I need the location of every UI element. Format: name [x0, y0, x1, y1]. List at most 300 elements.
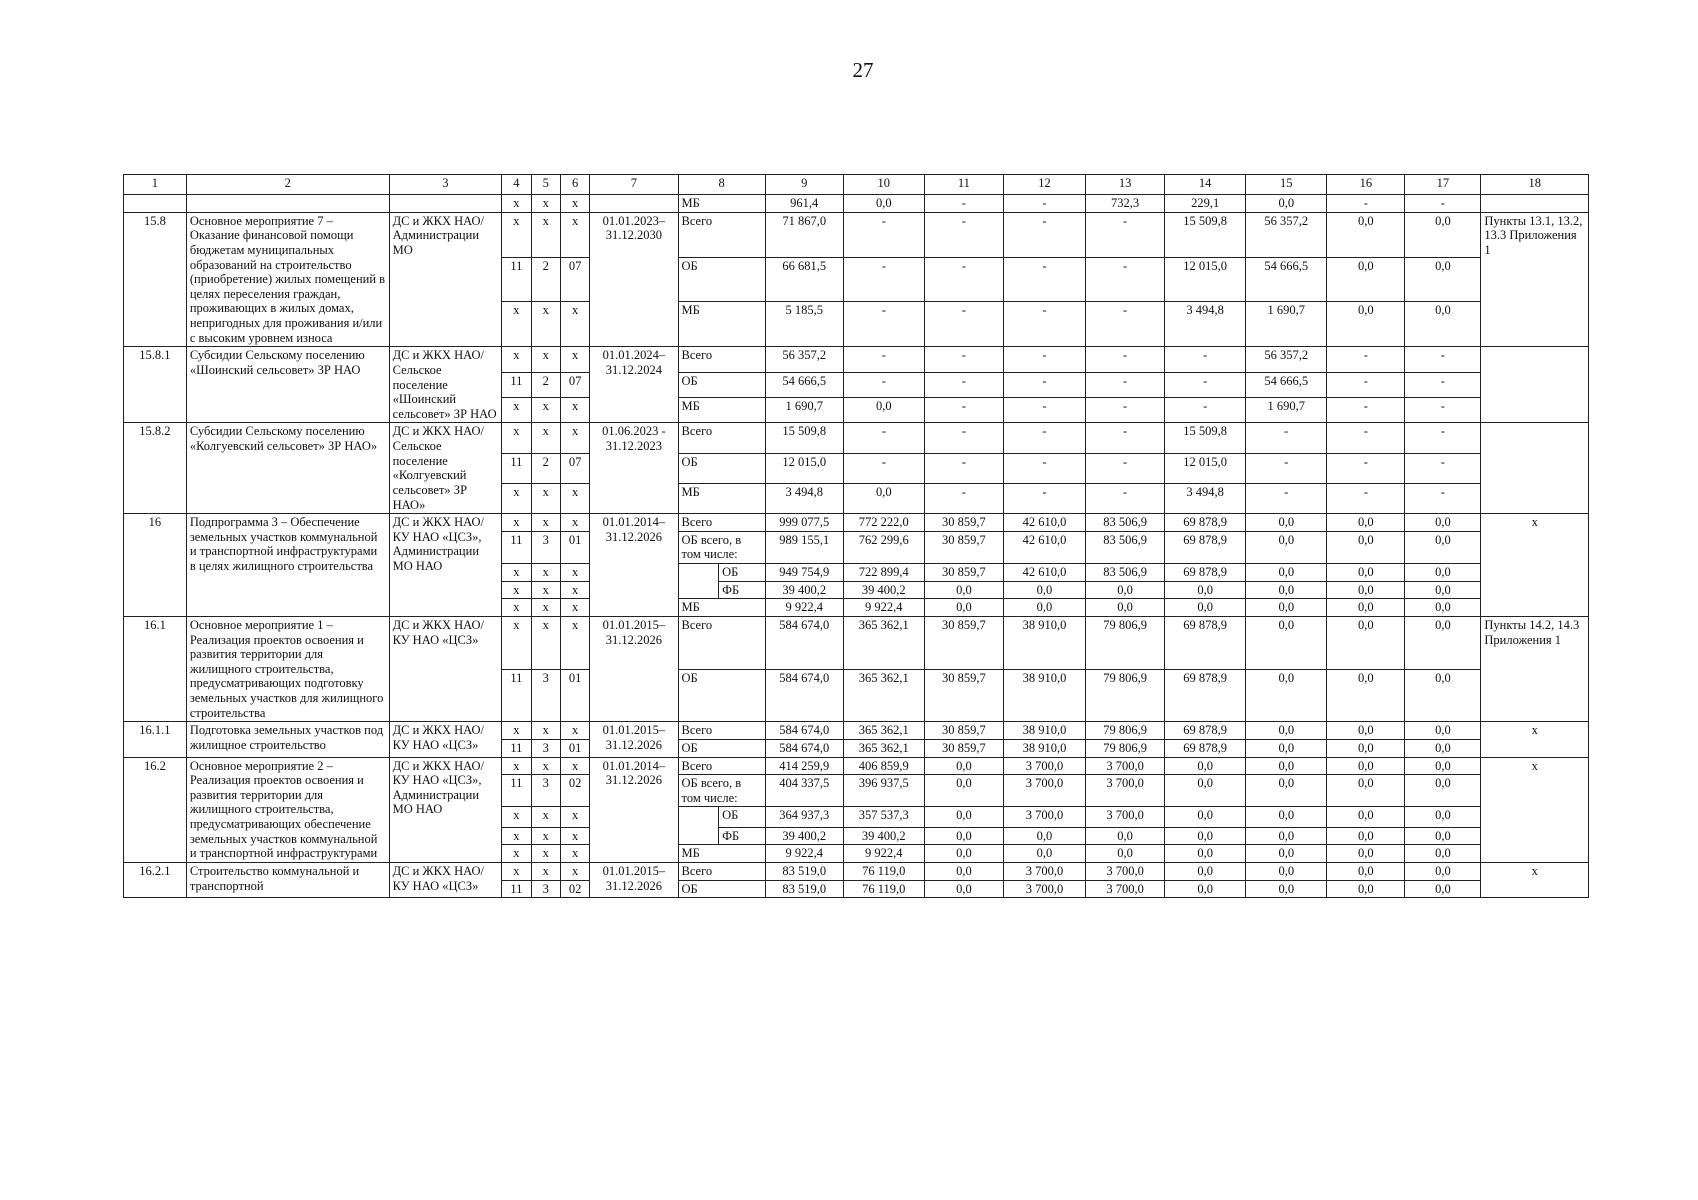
table-cell: x	[502, 581, 531, 599]
table-cell: -	[1086, 453, 1165, 483]
table-cell: Всего	[678, 423, 765, 453]
table-cell: 9 922,4	[765, 599, 843, 617]
table-cell: 15 509,8	[765, 423, 843, 453]
column-header: 2	[186, 175, 389, 195]
table-cell: 12 015,0	[1165, 257, 1246, 302]
table-cell: x	[531, 483, 560, 513]
table-cell: 999 077,5	[765, 514, 843, 532]
table-cell: 0,0	[1405, 739, 1481, 757]
table-cell: 15 509,8	[1165, 212, 1246, 257]
table-cell: 365 362,1	[843, 739, 924, 757]
table-cell: -	[924, 257, 1003, 302]
table-cell: Подготовка земельных участков под жилищное строительство	[186, 722, 389, 757]
table-cell: 772 222,0	[843, 514, 924, 532]
table-cell: 71 867,0	[765, 212, 843, 257]
table-cell: 38 910,0	[1003, 616, 1085, 669]
table-cell: x	[531, 195, 560, 213]
table-cell: 0,0	[924, 757, 1003, 775]
table-cell: x	[560, 514, 589, 532]
column-header: 10	[843, 175, 924, 195]
table-cell: 961,4	[765, 195, 843, 213]
table-cell: 365 362,1	[843, 616, 924, 669]
table-cell: 01.01.2014– 31.12.2026	[590, 514, 678, 617]
table-cell: 0,0	[924, 880, 1003, 898]
table-cell: -	[1246, 423, 1327, 453]
table-cell: -	[843, 347, 924, 372]
table-cell: МБ	[678, 483, 765, 513]
table-cell: 0,0	[1405, 531, 1481, 563]
table-cell: x	[531, 599, 560, 617]
table-cell: -	[1405, 195, 1481, 213]
table-cell: -	[843, 257, 924, 302]
table-cell: x	[502, 423, 531, 453]
table-cell: -	[924, 195, 1003, 213]
column-header: 5	[531, 175, 560, 195]
table-cell: x	[502, 599, 531, 617]
table-cell: 79 806,9	[1086, 616, 1165, 669]
page-number: 27	[852, 58, 874, 82]
table-cell: x	[560, 845, 589, 863]
table-cell: x	[560, 564, 589, 582]
table-cell: x	[502, 757, 531, 775]
table-cell: 0,0	[1327, 845, 1405, 863]
table-cell: x	[502, 827, 531, 845]
table-cell: -	[924, 372, 1003, 397]
table-cell: x	[531, 757, 560, 775]
table-cell: 0,0	[1165, 599, 1246, 617]
table-cell: 15 509,8	[1165, 423, 1246, 453]
table-cell: 0,0	[924, 807, 1003, 827]
table-cell: МБ	[678, 302, 765, 347]
header-row	[124, 175, 1589, 195]
table-cell	[389, 195, 502, 213]
table-cell: 01.01.2014– 31.12.2026	[590, 757, 678, 862]
table-cell: -	[1003, 423, 1085, 453]
table-cell: 0,0	[924, 862, 1003, 880]
table-cell: x	[531, 827, 560, 845]
table-cell: Пункты 14.2, 14.3 Приложения 1	[1481, 616, 1589, 721]
table-cell: x	[560, 423, 589, 453]
table-cell: 1 690,7	[1246, 302, 1327, 347]
table-cell: -	[1003, 195, 1085, 213]
table-cell: -	[1086, 398, 1165, 423]
table-cell: 0,0	[1246, 739, 1327, 757]
table-row	[124, 195, 1589, 213]
budget-table	[123, 174, 1589, 898]
table-row	[124, 616, 1589, 669]
table-cell: x	[560, 302, 589, 347]
table-cell: 0,0	[1327, 581, 1405, 599]
table-cell: 3 700,0	[1003, 807, 1085, 827]
table-cell: 15.8.2	[124, 423, 187, 514]
table-cell: x	[531, 722, 560, 740]
table-cell: 1 690,7	[1246, 398, 1327, 423]
table-cell: -	[843, 453, 924, 483]
table-cell: 0,0	[1246, 880, 1327, 898]
table-cell: 3	[531, 775, 560, 807]
table-row	[124, 722, 1589, 740]
table-cell: 11	[502, 669, 531, 722]
table-cell: 404 337,5	[765, 775, 843, 807]
table-cell: x	[502, 862, 531, 880]
column-header: 18	[1481, 175, 1589, 195]
table-cell: 69 878,9	[1165, 616, 1246, 669]
table-cell: 83 506,9	[1086, 564, 1165, 582]
table-cell: ОБ	[678, 669, 765, 722]
table-cell: x	[560, 616, 589, 669]
table-cell: x	[560, 862, 589, 880]
table-cell: Всего	[678, 722, 765, 740]
table-cell: 83 506,9	[1086, 531, 1165, 563]
table-cell: 3 700,0	[1086, 807, 1165, 827]
table-cell: -	[1086, 423, 1165, 453]
table-cell: 0,0	[1246, 616, 1327, 669]
table-cell: 0,0	[1327, 880, 1405, 898]
table-cell: 584 674,0	[765, 739, 843, 757]
table-cell: -	[1405, 483, 1481, 513]
table-cell: x	[531, 514, 560, 532]
table-cell: 357 537,3	[843, 807, 924, 827]
table-cell: -	[924, 347, 1003, 372]
table-cell: x	[560, 195, 589, 213]
table-cell: 0,0	[1405, 880, 1481, 898]
table-cell: 01.01.2023– 31.12.2030	[590, 212, 678, 347]
table-cell: -	[1405, 453, 1481, 483]
table-cell: -	[1165, 372, 1246, 397]
table-cell: x	[502, 347, 531, 372]
table-row	[124, 423, 1589, 453]
table-cell: 2	[531, 372, 560, 397]
table-cell	[1481, 347, 1589, 423]
table-cell: 3 700,0	[1086, 880, 1165, 898]
table-cell: Подпрограмма 3 – Обеспечение земельных участков коммунальной и транспортной инфраструктурами в целях жилищного строительства	[186, 514, 389, 617]
table-cell: МБ	[678, 845, 765, 863]
column-header: 1	[124, 175, 187, 195]
table-cell: 0,0	[924, 827, 1003, 845]
table-cell: 0,0	[1086, 845, 1165, 863]
table-cell: МБ	[678, 398, 765, 423]
table-cell: x	[560, 581, 589, 599]
table-cell: 762 299,6	[843, 531, 924, 563]
table-cell: 0,0	[1327, 514, 1405, 532]
table-cell: 54 666,5	[1246, 372, 1327, 397]
table-cell: 79 806,9	[1086, 722, 1165, 740]
table-cell: 0,0	[1327, 531, 1405, 563]
table-cell: 229,1	[1165, 195, 1246, 213]
table-cell: 42 610,0	[1003, 514, 1085, 532]
table-cell: -	[924, 423, 1003, 453]
table-cell: 0,0	[1405, 845, 1481, 863]
table-cell: -	[1165, 398, 1246, 423]
table-cell: x	[502, 195, 531, 213]
table-cell: 0,0	[1405, 212, 1481, 257]
table-cell: x	[502, 514, 531, 532]
table-cell: 584 674,0	[765, 669, 843, 722]
table-cell: 0,0	[1003, 581, 1085, 599]
table-cell: 76 119,0	[843, 862, 924, 880]
table-cell: 69 878,9	[1165, 531, 1246, 563]
table-cell: Всего	[678, 616, 765, 669]
table-cell: 69 878,9	[1165, 564, 1246, 582]
table-cell: Субсидии Сельскому поселению «Колгуевский сельсовет» ЗР НАО»	[186, 423, 389, 514]
table-cell: -	[1165, 347, 1246, 372]
table-cell: 364 937,3	[765, 807, 843, 827]
table-cell: x	[502, 398, 531, 423]
table-cell: Всего	[678, 862, 765, 880]
table-cell: 0,0	[1405, 257, 1481, 302]
table-cell: 11	[502, 775, 531, 807]
table-cell: 0,0	[1165, 827, 1246, 845]
column-header: 17	[1405, 175, 1481, 195]
table-cell: 0,0	[1246, 599, 1327, 617]
column-header: 8	[678, 175, 765, 195]
table-cell: 0,0	[1327, 257, 1405, 302]
table-cell: -	[924, 398, 1003, 423]
table-cell: x	[531, 581, 560, 599]
table-cell: -	[1327, 372, 1405, 397]
table-cell: 39 400,2	[765, 827, 843, 845]
table-cell	[1481, 423, 1589, 514]
table-cell: 30 859,7	[924, 739, 1003, 757]
table-cell: 9 922,4	[843, 599, 924, 617]
table-cell: ОБ	[678, 453, 765, 483]
table-cell: 16.2	[124, 757, 187, 862]
column-header: 12	[1003, 175, 1085, 195]
table-cell: 3	[531, 739, 560, 757]
table-cell: x	[560, 212, 589, 257]
table-cell: -	[1086, 483, 1165, 513]
table-cell: 02	[560, 880, 589, 898]
table-cell: 0,0	[1327, 564, 1405, 582]
table-cell: 0,0	[1246, 757, 1327, 775]
table-cell: -	[1086, 212, 1165, 257]
table-cell: 39 400,2	[843, 827, 924, 845]
table-cell: 0,0	[1246, 775, 1327, 807]
table-cell: ДС и ЖКХ НАО/ КУ НАО «ЦСЗ»	[389, 722, 502, 757]
table-cell: 12 015,0	[1165, 453, 1246, 483]
table-cell: 0,0	[1327, 807, 1405, 827]
table-cell: 0,0	[1405, 564, 1481, 582]
table-cell: ОБ всего, в том числе:	[678, 775, 765, 807]
table-cell: 0,0	[1327, 669, 1405, 722]
table-cell: ДС и ЖКХ НАО/ КУ НАО «ЦСЗ», Администрации МО НАО	[389, 757, 502, 862]
table-cell: x	[560, 398, 589, 423]
table-cell: 3 700,0	[1003, 880, 1085, 898]
table-cell: 0,0	[1405, 581, 1481, 599]
table-cell: x	[560, 722, 589, 740]
table-cell: 16.1.1	[124, 722, 187, 757]
table-cell: x	[1481, 757, 1589, 862]
table-cell: x	[1481, 514, 1589, 617]
table-cell: 0,0	[1165, 775, 1246, 807]
table-cell: -	[1003, 398, 1085, 423]
table-cell: -	[1327, 453, 1405, 483]
table-cell: -	[924, 453, 1003, 483]
table-cell: 3 700,0	[1003, 757, 1085, 775]
table-cell: 0,0	[1246, 514, 1327, 532]
table-cell: 0,0	[1327, 775, 1405, 807]
table-cell: 0,0	[1165, 807, 1246, 827]
table-cell: 69 878,9	[1165, 669, 1246, 722]
table-cell: -	[1246, 453, 1327, 483]
table-cell: x	[502, 212, 531, 257]
table-cell: -	[1086, 257, 1165, 302]
table-row	[124, 347, 1589, 372]
table-cell: 0,0	[1003, 599, 1085, 617]
table-cell: 83 519,0	[765, 880, 843, 898]
table-cell: 30 859,7	[924, 669, 1003, 722]
table-cell: 2	[531, 257, 560, 302]
table-cell: Всего	[678, 212, 765, 257]
table-cell: 56 357,2	[765, 347, 843, 372]
table-cell: 3 700,0	[1003, 775, 1085, 807]
table-cell: 69 878,9	[1165, 739, 1246, 757]
table-cell: Всего	[678, 514, 765, 532]
table-cell: x	[531, 807, 560, 827]
table-row	[124, 862, 1589, 880]
column-header: 7	[590, 175, 678, 195]
table-cell: 0,0	[1327, 827, 1405, 845]
table-cell: 15.8.1	[124, 347, 187, 423]
table-cell: 83 519,0	[765, 862, 843, 880]
table-cell: x	[502, 564, 531, 582]
table-cell: ОБ	[719, 564, 766, 582]
table-cell: ДС и ЖКХ НАО/ КУ НАО «ЦСЗ»	[389, 862, 502, 897]
table-cell: ДС и ЖКХ НАО/ Сельское поселение «Колгуевский сельсовет» ЗР НАО»	[389, 423, 502, 514]
table-cell: -	[1327, 423, 1405, 453]
table-cell: x	[502, 807, 531, 827]
table-cell: 11	[502, 453, 531, 483]
table-cell: Всего	[678, 347, 765, 372]
table-cell: -	[1405, 347, 1481, 372]
table-cell: 0,0	[1086, 581, 1165, 599]
table-cell: -	[924, 302, 1003, 347]
table-cell: Всего	[678, 757, 765, 775]
table-cell: 16	[124, 514, 187, 617]
column-header: 11	[924, 175, 1003, 195]
table-cell: x	[560, 757, 589, 775]
table-cell: ФБ	[719, 827, 766, 845]
table-cell: x	[531, 845, 560, 863]
table-cell: 722 899,4	[843, 564, 924, 582]
table-cell: ДС и ЖКХ НАО/ КУ НАО «ЦСЗ», Администрации МО НАО	[389, 514, 502, 617]
table-cell: 2	[531, 453, 560, 483]
table-cell: x	[502, 722, 531, 740]
table-cell: 0,0	[1405, 757, 1481, 775]
table-cell: -	[843, 423, 924, 453]
table-cell: -	[1003, 372, 1085, 397]
table-cell: 39 400,2	[843, 581, 924, 599]
table-cell: Строительство коммунальной и транспортной	[186, 862, 389, 897]
table-cell: 42 610,0	[1003, 531, 1085, 563]
table-cell: -	[1327, 347, 1405, 372]
table-cell: ОБ	[678, 372, 765, 397]
table-cell: -	[1327, 483, 1405, 513]
table-cell	[124, 195, 187, 213]
table-cell: 11	[502, 531, 531, 563]
table-row	[124, 212, 1589, 257]
table-cell: 30 859,7	[924, 564, 1003, 582]
table-cell: -	[843, 212, 924, 257]
table-cell: 56 357,2	[1246, 347, 1327, 372]
table-cell: 01.01.2015– 31.12.2026	[590, 862, 678, 897]
table-cell: x	[531, 423, 560, 453]
table-cell: 0,0	[1327, 757, 1405, 775]
table-cell: x	[502, 483, 531, 513]
table-cell: x	[531, 347, 560, 372]
table-cell: x	[531, 398, 560, 423]
table-cell: 3	[531, 669, 560, 722]
column-header: 13	[1086, 175, 1165, 195]
table-cell: -	[1003, 483, 1085, 513]
table-cell: 3 700,0	[1086, 775, 1165, 807]
table-cell: 11	[502, 372, 531, 397]
table-cell: 39 400,2	[765, 581, 843, 599]
table-cell: 0,0	[1246, 564, 1327, 582]
table-cell: 0,0	[1246, 531, 1327, 563]
table-cell: -	[1086, 347, 1165, 372]
table-cell: -	[1086, 302, 1165, 347]
table-cell: 69 878,9	[1165, 722, 1246, 740]
table-cell	[678, 564, 719, 599]
table-cell: 0,0	[1246, 807, 1327, 827]
table-cell: 3 700,0	[1086, 757, 1165, 775]
table-cell: 54 666,5	[1246, 257, 1327, 302]
table-cell: 11	[502, 257, 531, 302]
table-body	[124, 175, 1589, 898]
table-cell: 0,0	[1246, 827, 1327, 845]
table-cell: 3 700,0	[1003, 862, 1085, 880]
table-cell: ОБ	[719, 807, 766, 827]
table-cell: 76 119,0	[843, 880, 924, 898]
table-cell: 3 494,8	[765, 483, 843, 513]
table-cell: 11	[502, 739, 531, 757]
table-cell: 0,0	[1165, 862, 1246, 880]
table-cell: 0,0	[1405, 599, 1481, 617]
table-cell: Основное мероприятие 7 – Оказание финансовой помощи бюджетам муниципальных образований на строительство (приобретение) жилых помещений в целях переселения граждан, проживающих в жилых домах, непригодных для проживания и/или с высоким уровнем износа	[186, 212, 389, 347]
table-cell: 365 362,1	[843, 722, 924, 740]
table-cell: 3	[531, 531, 560, 563]
table-cell: 0,0	[1246, 862, 1327, 880]
table-cell: -	[1405, 423, 1481, 453]
table-cell: 3 494,8	[1165, 483, 1246, 513]
table-cell: 0,0	[1405, 514, 1481, 532]
column-header: 3	[389, 175, 502, 195]
table-cell: ДС и ЖКХ НАО/ Администрации МО	[389, 212, 502, 347]
table-cell: 38 910,0	[1003, 722, 1085, 740]
table-cell: ОБ	[678, 880, 765, 898]
table-cell: Основное мероприятие 2 – Реализация проектов освоения и развития территории для жилищного строительства, предусматривающих обеспечение земельных участков коммунальной и транспортной инфраструктурами	[186, 757, 389, 862]
table-cell: 11	[502, 880, 531, 898]
table-cell: -	[1003, 453, 1085, 483]
table-cell: -	[843, 372, 924, 397]
table-cell: 0,0	[1405, 722, 1481, 740]
table-cell: 79 806,9	[1086, 669, 1165, 722]
table-cell: -	[1003, 302, 1085, 347]
table-cell: 365 362,1	[843, 669, 924, 722]
table-cell: 01.01.2015– 31.12.2026	[590, 722, 678, 757]
table-cell: -	[924, 212, 1003, 257]
table-cell: 30 859,7	[924, 722, 1003, 740]
table-cell: 01	[560, 669, 589, 722]
table-cell: 584 674,0	[765, 722, 843, 740]
table-cell: 0,0	[924, 599, 1003, 617]
table-cell: 66 681,5	[765, 257, 843, 302]
table-cell: x	[531, 302, 560, 347]
column-header: 15	[1246, 175, 1327, 195]
table-cell: МБ	[678, 195, 765, 213]
table-cell: 0,0	[1246, 669, 1327, 722]
